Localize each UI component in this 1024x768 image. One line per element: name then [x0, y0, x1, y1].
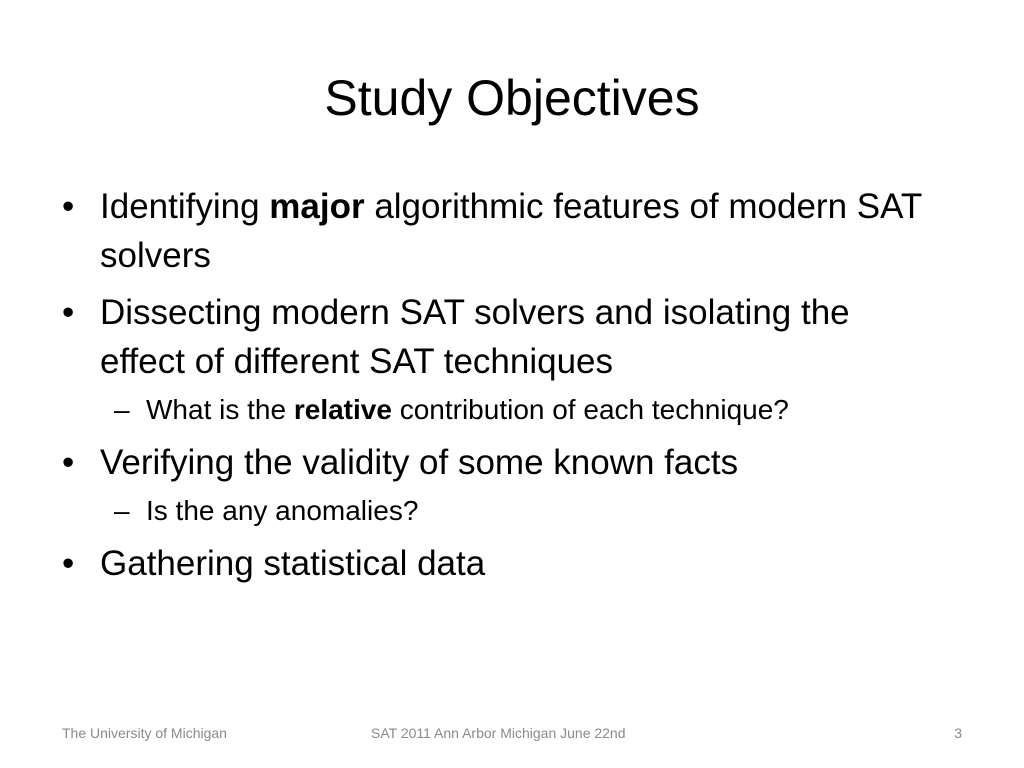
bullet-item-dissecting [62, 288, 942, 386]
bullet-marker: • [62, 187, 75, 226]
bullet-text-end: algorithmic features of modern SAT solvers [100, 187, 922, 275]
slide-title: Study Objectives [324, 70, 700, 126]
bullet-list [62, 182, 942, 588]
sub-bullet-text: Is the any anomalies? [146, 495, 419, 526]
bullet-text: Dissecting modern SAT solvers and isolating the effect of different SAT techniques [100, 293, 850, 381]
bullet-text-start: Identifying [100, 187, 270, 226]
bullet-item-gathering [62, 539, 942, 588]
bullet-text: Gathering statistical data [100, 544, 486, 583]
sub-bullet-emphasis: relative [293, 394, 392, 425]
bullet-item-verifying [62, 438, 942, 487]
sub-bullet-item-relative-contribution [62, 390, 942, 430]
bullet-marker: • [62, 293, 75, 332]
sub-bullet-text-end: contribution of each technique? [391, 394, 789, 425]
bullet-marker: • [62, 443, 75, 482]
sub-bullet-item-anomalies [62, 491, 942, 531]
footer-event: SAT 2011 Ann Arbor Michigan June 22nd [371, 725, 626, 741]
bullet-text [100, 187, 922, 275]
bullet-emphasis: major [269, 187, 365, 226]
sub-bullet-marker: – [114, 495, 130, 526]
bullet-item-major-features [62, 182, 942, 280]
bullet-marker: • [62, 544, 75, 583]
sub-bullet-text-start: What is the [146, 394, 294, 425]
sub-bullet-marker: – [114, 394, 130, 425]
sub-bullet-text [146, 394, 789, 425]
footer-organization: The University of Michigan [62, 725, 227, 741]
slide-number: 3 [954, 725, 962, 741]
bullet-text: Verifying the validity of some known facts [100, 443, 739, 482]
